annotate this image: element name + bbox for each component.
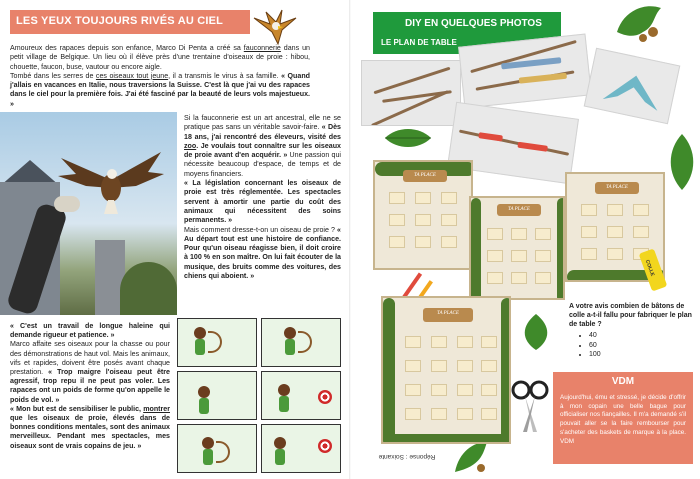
quiz-option[interactable]: • 60 [589, 341, 693, 351]
right-column-text [184, 114, 341, 281]
bottom-p3-a: « Mon but est de sensibiliser le public, [10, 404, 144, 413]
quiz-options [589, 331, 693, 360]
place-card [607, 204, 623, 216]
place-card [441, 214, 457, 226]
stick [459, 130, 569, 156]
left-banner [10, 10, 250, 34]
place-card [633, 204, 649, 216]
place-card [405, 360, 421, 372]
vdm-title: VDM [611, 376, 635, 387]
intro-quote: « Quand j'allais en vacances en Italie, nous traversions la Suisse. C'est là que j'ai vu des rapaces dans le ciel pour la première fois. J'ai été fasciné par la beauté de leurs vols majestueux. » [10, 71, 311, 108]
diy-photo-sticks [361, 60, 461, 126]
place-card [581, 248, 597, 260]
comic-panel-4 [261, 371, 341, 420]
bow-icon [216, 441, 230, 463]
trees [120, 262, 177, 315]
place-card [487, 250, 503, 262]
intro-text [10, 44, 310, 109]
kid-head [194, 327, 206, 339]
kid-body [279, 396, 289, 412]
fauconnerie-link[interactable]: fauconnerie [243, 44, 281, 52]
bottom-p2: Marco affaite ses oiseaux pour la chasse ou pour des démonstrations de haut vol. Mais les animaux, vifs et rapides, doivent être posés avant chaque prestation. [10, 340, 170, 377]
comic-panel-3 [177, 371, 257, 420]
glue-stick-label: COLLE [643, 259, 656, 278]
diy-banner-title: DIY EN QUELQUES PHOTOS [405, 18, 542, 29]
place-card [511, 228, 527, 240]
comic-panel-2 [261, 318, 341, 367]
kid-body [275, 449, 285, 465]
place-card [487, 228, 503, 240]
oiseaux-link[interactable]: ces oiseaux tout jeune [95, 71, 169, 80]
board-sign [403, 170, 447, 182]
place-card [481, 336, 497, 348]
col-right-quote-a: « Dès 18 ans, j'ai rencontré des éleveurs, visité des [184, 123, 341, 141]
col-right-quote-3: « Au départ tout est une histoire de confiance. Pour qu'un oiseau réagisse bien, il doit croire à 100 % en son maître. On lui fait écouter de la musique, des bruits comme des voitures, des chiens qui aboient. » [184, 225, 341, 281]
place-card [389, 236, 405, 248]
intro-p2-b: , il a transmis le virus à sa famille. [168, 71, 282, 80]
seating-board-1 [373, 160, 473, 270]
kid-head [274, 437, 286, 449]
place-card [481, 408, 497, 420]
place-card [633, 226, 649, 238]
kid-head [198, 386, 210, 398]
place-card [607, 248, 623, 260]
place-card [481, 384, 497, 396]
flying-eagle-icon [56, 140, 166, 220]
bottom-quote-1: « C'est un travail de longue haleine qui demande rigueur et patience. » [10, 322, 170, 340]
place-card [457, 360, 473, 372]
moss-border [383, 298, 395, 444]
eagle-icon [252, 4, 298, 48]
place-card [487, 272, 503, 284]
stick [373, 67, 450, 95]
col-right-quote-2: « La législation concernant les oiseaux de proie est très réglementée. Les spectacles servent à amortir une partie du coût des animaux qui nécessitent des soins permanents. » [184, 179, 341, 225]
board-sign-label: TA PLACE [606, 185, 628, 190]
target-icon [318, 439, 332, 453]
col-right-p1-c: Une passion qui nécessite beaucoup d'espace, de temps et de moyens financiers. [184, 151, 341, 178]
left-page [0, 0, 349, 479]
diy-photo-tape [458, 33, 592, 108]
diy-photo-antler [584, 48, 681, 125]
place-card [457, 384, 473, 396]
place-card [535, 272, 551, 284]
place-card [431, 384, 447, 396]
kid-head [202, 437, 214, 449]
comic-panel-1 [177, 318, 257, 367]
bottom-column-text [10, 322, 170, 451]
place-card [431, 360, 447, 372]
quiz-option[interactable]: • 100 [589, 350, 693, 360]
scissors-icon [509, 380, 555, 434]
quiz-question [569, 302, 693, 360]
board-sign-label: TA PLACE [508, 207, 530, 212]
comic-panel-6 [261, 424, 341, 473]
stick [470, 40, 577, 73]
board-sign [497, 204, 541, 216]
place-card [405, 408, 421, 420]
bow-icon [298, 331, 312, 353]
intro-p1-b: dans un petit village de Belgique. Un lieu où il élève près d'une trentaine d'oiseaux de proie : hibou, chouette, faucon, buse, vautour ou encore aigle. [10, 44, 310, 71]
board-sign-label: TA PLACE [437, 311, 459, 316]
quiz-option[interactable]: • 40 [589, 331, 693, 341]
place-card [389, 192, 405, 204]
place-card [511, 272, 527, 284]
vdm-body: Aujourd'hui, ému et stressé, je décide d'offrir à mon copain une belle bague pour officialiser nos fiançailles. Il m'a demandé s'il pouvait aller se la faire rembourser pour s'acheter des baskets de marque à la place. VDM [560, 394, 686, 445]
moss-border [557, 198, 565, 300]
diy-banner-subtitle: LE PLAN DE TABLE [381, 38, 457, 47]
kid-head [284, 327, 296, 339]
bottom-p3-b: que les oiseaux de proie, élevés dans de bonnes conditions mentales, sont des animaux merveilleux. Pendant mes spectacles, mes oiseaux sont de vrais copains de jeu. » [10, 414, 170, 450]
board-sign [595, 182, 639, 194]
comic-panel-5 [177, 424, 257, 473]
archery-comic [177, 318, 342, 473]
place-card [405, 336, 421, 348]
place-card [405, 384, 421, 396]
place-card [457, 336, 473, 348]
board-sign [423, 308, 473, 322]
left-banner-title: LES YEUX TOUJOURS RIVÉS AU CIEL [16, 15, 224, 27]
col-right-p3-a: Mais comment dresse-t-on un oiseau de proie ? [184, 225, 338, 234]
bottom-quote-2: « Trop maigre l'oiseau peut être agressif, trop repu il ne peut pas voler. Les rapaces ont un poids de forme qu'on appelle le poids de vol. » [10, 368, 170, 404]
quiz-question-text: A votre avis combien de bâtons de colle a-t-il fallu pour fabriquer le plan de table ? [569, 303, 692, 328]
intro-p2-a: Tombé dans les serres de [10, 71, 96, 80]
washi-tape [519, 73, 567, 84]
montrer-link[interactable]: montrer [143, 404, 170, 413]
oak-leaf-icon [613, 2, 665, 44]
place-card [607, 226, 623, 238]
place-card [581, 204, 597, 216]
place-card [431, 408, 447, 420]
washi-tape [517, 142, 548, 152]
kid-body [285, 339, 295, 355]
bow-icon [208, 331, 222, 353]
place-card [481, 360, 497, 372]
place-card [415, 192, 431, 204]
place-card [415, 236, 431, 248]
kid-body [195, 339, 205, 355]
zoo-link[interactable]: zoo [184, 141, 197, 150]
target-icon [318, 390, 332, 404]
col-right-p1-a: Si la fauconnerie est un art ancestral, elle ne se pratique pas sans un véritable savoir-faire. [184, 114, 341, 132]
upside-down-answer: Réponse : Soixante [378, 453, 436, 460]
leaf-icon [665, 132, 699, 192]
moss-border [383, 434, 511, 444]
intro-p1-a: Amoureux des rapaces depuis son enfance, Marco Di Penta a créé sa [10, 44, 244, 52]
kid-head [278, 384, 290, 396]
place-card [581, 226, 597, 238]
leaf-icon [519, 312, 553, 352]
col-right-quote-b: . Je voulais tout connaître sur les oiseaux de proie avant d'en acquérir. » [184, 141, 341, 160]
kid-body [199, 398, 209, 414]
place-card [441, 192, 457, 204]
place-card [535, 228, 551, 240]
kid-body [203, 449, 213, 465]
seating-board-2 [469, 196, 565, 300]
place-card [441, 236, 457, 248]
vdm-box [553, 372, 693, 464]
place-card [431, 336, 447, 348]
place-card [415, 214, 431, 226]
washi-tape [478, 132, 503, 141]
place-card [389, 214, 405, 226]
moss-border [471, 198, 481, 300]
seating-board-final [381, 296, 511, 444]
leaf-icon [383, 126, 433, 150]
place-card [511, 250, 527, 262]
antler-icon [600, 60, 668, 116]
board-sign-label: TA PLACE [414, 173, 436, 178]
place-card [535, 250, 551, 262]
place-card [457, 408, 473, 420]
falconer-photo [0, 112, 177, 315]
right-page [351, 0, 700, 479]
